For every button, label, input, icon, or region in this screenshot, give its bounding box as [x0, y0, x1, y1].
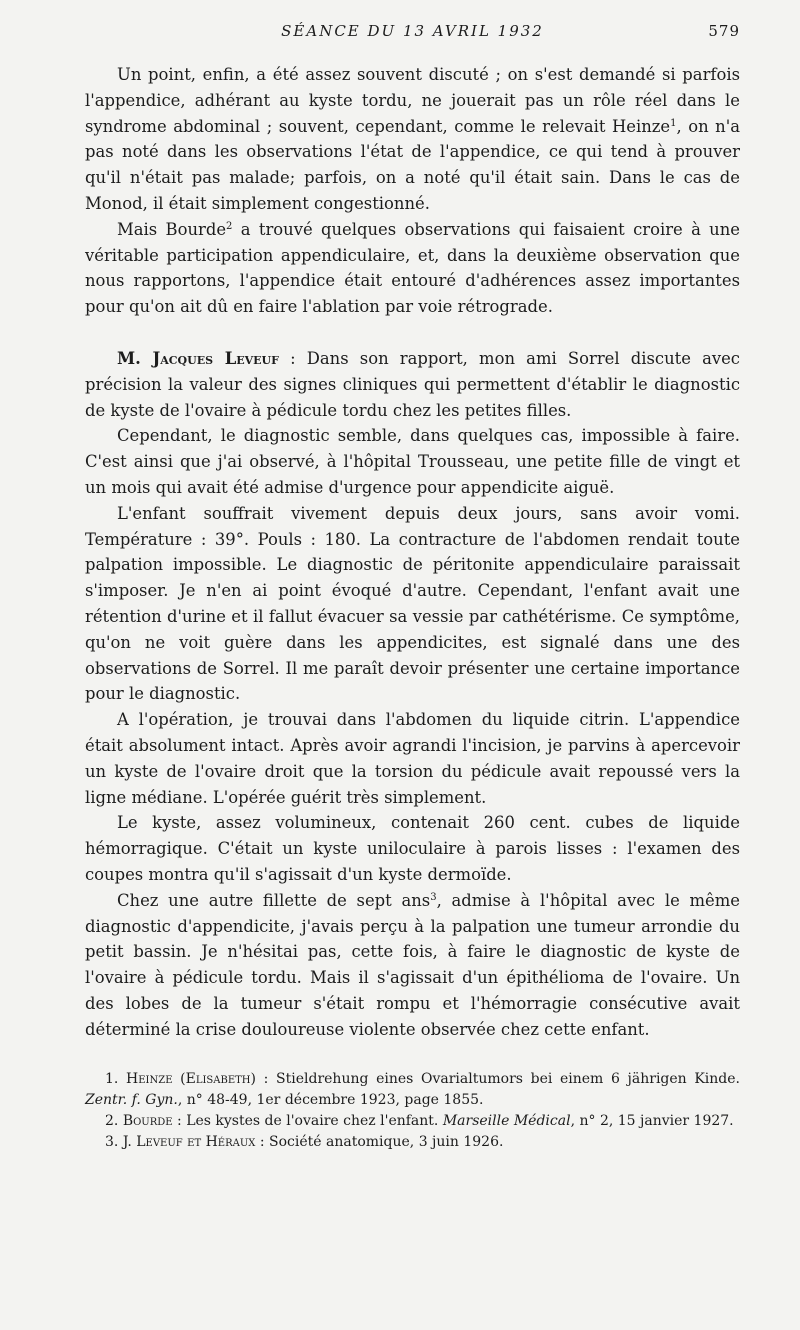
footnote-journal: Zentr. f. Gyn.: [85, 1092, 178, 1108]
footnote-number: 2.: [105, 1113, 119, 1129]
section-gap: [85, 320, 740, 346]
paragraph: [85, 217, 740, 320]
paragraph: Cependant, le diagnostic semble, dans quelques cas, impossible à faire. C'est ainsi que j'ai observé, à l'hôpital Trousseau, une petite fille de vingt et un mois qui avait été admise d'urgence pour appendicite aiguë.: [85, 426, 740, 497]
footnotes: [85, 1069, 740, 1153]
paragraph: Le kyste, assez volumineux, contenait 260 cent. cubes de liquide hémorragique. C'était un kyste uniloculaire à parois lisses : l'examen des coupes montra qu'il s'agissait d'un kyste dermoïde.: [85, 813, 740, 884]
paragraph-text: , admise à l'hôpital avec le même diagnostic d'appendicite, j'avais perçu à la palpation une tumeur arrondie du petit bassin. Je n'hésitai pas, cette fois, à faire le diagnostic de kyste de l'ovaire à pédicule tordu. Mais il s'agissait d'un épithélioma de l'ovaire. Un des lobes de la tumeur s'était rompu et l'hémorragie consécutive avait déterminé la crise douloureuse violente observée chez cette enfant.: [85, 890, 740, 1039]
footnote-number: 1.: [105, 1071, 119, 1087]
footnote-number: 3.: [105, 1134, 119, 1150]
paragraph: A l'opération, je trouvai dans l'abdomen du liquide citrin. L'appendice était absolument intact. Après avoir agrandi l'incision, je parvins à apercevoir un kyste de l'ovaire droit que la torsion du pédicule avait repoussé vers la ligne médiane. L'opérée guérit très simplement.: [85, 710, 740, 807]
footnote-author: J. Leveuf et Héraux: [122, 1134, 256, 1150]
footnote-ref[interactable]: 3: [430, 891, 437, 903]
page-number: 579: [708, 22, 740, 40]
footnote-journal: Marseille Médical: [442, 1113, 571, 1129]
footnote-ref[interactable]: 2: [226, 220, 233, 232]
footnote: [85, 1069, 740, 1111]
footnote-text: , n° 2, 15 janvier 1927.: [570, 1113, 734, 1129]
paragraph-text: Un point, enfin, a été assez souvent discuté ; on s'est demandé si parfois l'appendice, adhérant au kyste tordu, ne jouerait pas un rôle réel dans le syndrome abdominal ; souvent, cependant, comme le relevait Heinze: [85, 65, 740, 136]
footnote-text: , n° 48-49, 1er décembre 1923, page 1855.: [177, 1092, 484, 1108]
header-title: SÉANCE DU 13 AVRIL 1932: [281, 22, 544, 40]
paragraph: [85, 346, 740, 423]
paragraph-text: : Dans son rapport, mon ami Sorrel discute avec précision la valeur des signes cliniques qui permettent d'établir le diagnostic de kyste de l'ovaire à pédicule tordu chez les petites filles.: [85, 348, 740, 420]
paragraph: [85, 62, 740, 217]
footnote: [85, 1111, 740, 1132]
footnote-author: Heinze (Elisabeth): [126, 1071, 256, 1087]
footnote-ref[interactable]: 1: [670, 117, 677, 129]
footnote-author: Bourde: [122, 1113, 173, 1129]
paragraph: L'enfant souffrait vivement depuis deux jours, sans avoir vomi. Température : 39°. Pouls : 180. La contracture de l'abdomen rendait toute palpation impossible. Le diagnostic de péritonite appendiculaire paraissait s'imposer. Je n'en ai point évoqué d'autre. Cependant, l'enfant avait une rétention d'urine et il fallut évacuer sa vessie par cathétérisme. Ce symptôme, qu'on ne voit guère dans les appendicites, est signalé dans une des observations de Sorrel. Il me paraît devoir présenter une certaine importance pour le diagnostic.: [85, 503, 740, 704]
paragraph-text: a trouvé quelques observations qui faisaient croire à une véritable participation appendiculaire, et, dans la deuxième observation que nous rapportons, l'appendice était entouré d'adhérences assez importantes pour qu'on ait dû en faire l'ablation par voie rétrograde.: [85, 219, 740, 317]
paragraph-text: Mais Bourde: [117, 219, 227, 239]
speaker-name: M. Jacques Leveuf: [117, 348, 279, 368]
footnote-text: : Société anatomique, 3 juin 1926.: [255, 1134, 504, 1150]
footnote-text: : Stieldrehung eines Ovarialtumors bei einem 6 jährigen Kinde.: [256, 1071, 741, 1087]
body-text: [85, 62, 740, 1042]
footnote-text: : Les kystes de l'ovaire chez l'enfant.: [172, 1113, 443, 1129]
paragraph: [85, 888, 740, 1043]
paragraph-text: , on n'a pas noté dans les observations l'état de l'appendice, ce qui tend à prouver qu'il n'était pas malade; parfois, on a noté qu'il était sain. Dans le cas de Monod, il était simplement congestionné.: [85, 116, 741, 213]
footnote: [85, 1132, 740, 1153]
running-header: [85, 22, 740, 46]
paragraph-text: Chez une autre fillette de sept ans: [117, 890, 431, 910]
